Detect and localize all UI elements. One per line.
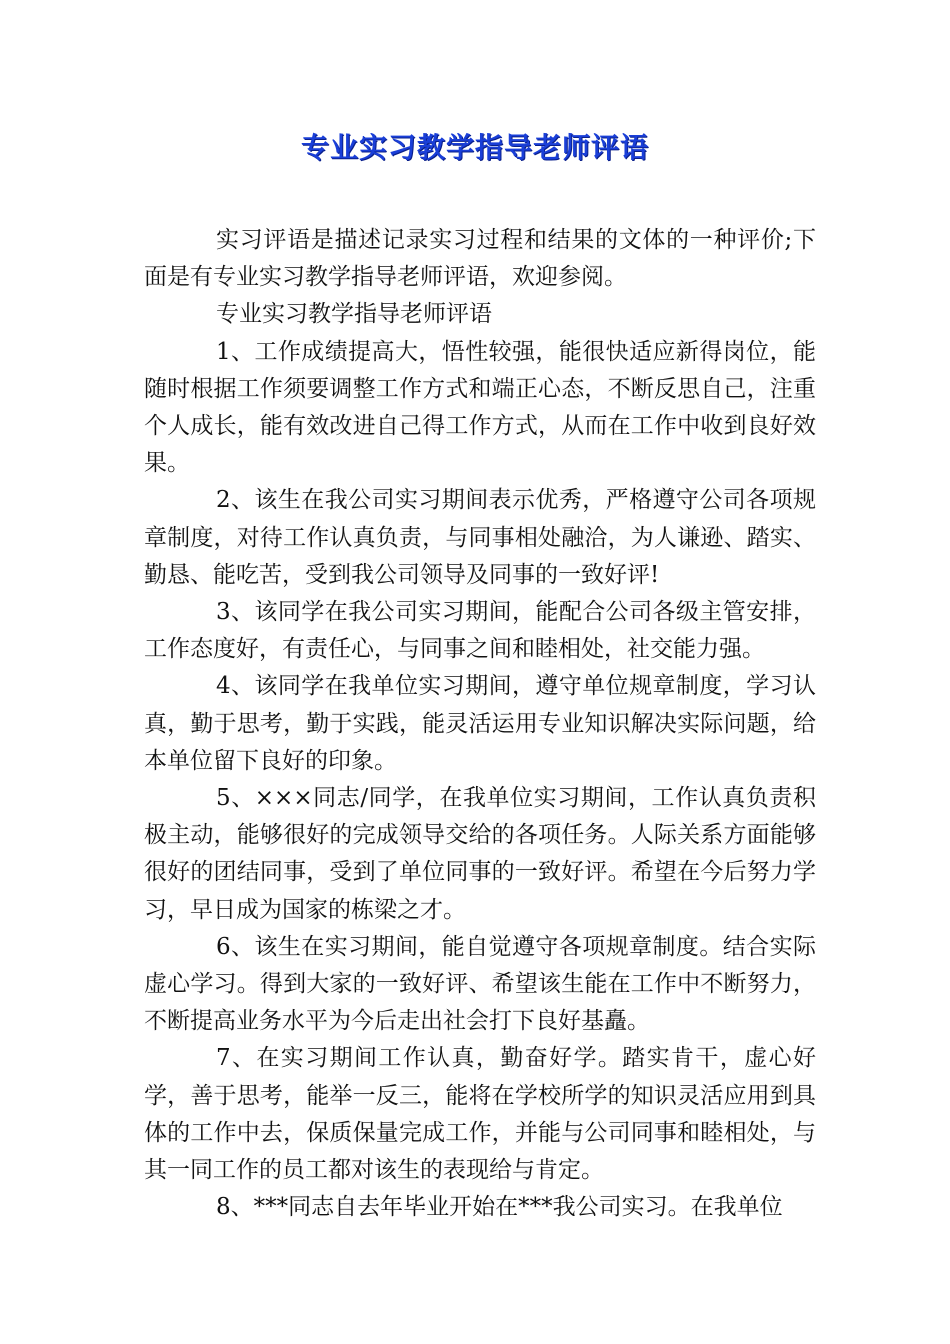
intro-paragraph: 实习评语是描述记录实习过程和结果的文体的一种评价;下面是有专业实习教学指导老师评语，欢迎参阅。: [144, 227, 816, 291]
comment-paragraph-5: 5、×××同志/同学，在我单位实习期间，工作认真负责积极主动，能够很好的完成领导交给的各项任务。人际关系方面能够很好的团结同事，受到了单位同事的一致好评。希望在今后努力学习，早日成为国家的栋梁之才。: [144, 785, 816, 923]
comment-paragraph-3: 3、该同学在我公司实习期间，能配合公司各级主管安排，工作态度好，有责任心，与同事之间和睦相处，社交能力强。: [144, 599, 816, 663]
comment-paragraph-7: 7、在实习期间工作认真，勤奋好学。踏实肯干，虚心好学，善于思考，能举一反三，能将在学校所学的知识灵活应用到具体的工作中去，保质保量完成工作，并能与公司同事和睦相处，与其一同工作的员工都对该生的表现给与肯定。: [144, 1045, 816, 1184]
comment-paragraph-4: 4、该同学在我单位实习期间，遵守单位规章制度，学习认真，勤于思考，勤于实践，能灵活运用专业知识解决实际问题，给本单位留下良好的印象。: [144, 673, 816, 774]
document-body: [144, 222, 816, 1226]
comment-paragraph-8: 8、***同志自去年毕业开始在***我公司实习。在我单位: [216, 1194, 783, 1221]
section-heading: 专业实习教学指导老师评语: [216, 301, 492, 328]
comment-paragraph-6: 6、该生在实习期间，能自觉遵守各项规章制度。结合实际虚心学习。得到大家的一致好评、希望该生能在工作中不断努力，不断提高业务水平为今后走出社会打下良好基矗。: [144, 933, 816, 1035]
comment-paragraph-2: 2、该生在我公司实习期间表示优秀，严格遵守公司各项规章制度，对待工作认真负责，与同事相处融洽，为人谦逊、踏实、勤恳、能吃苦，受到我公司领导及同事的一致好评!: [144, 487, 816, 588]
document-title: 专业实习教学指导老师评语: [300, 131, 649, 164]
comment-paragraph-1: 1、工作成绩提高大，悟性较强，能很快适应新得岗位，能随时根据工作须要调整工作方式和端正心态，不断反思自己，注重个人成长，能有效改进自己得工作方式，从而在工作中收到良好效果。: [144, 338, 816, 477]
